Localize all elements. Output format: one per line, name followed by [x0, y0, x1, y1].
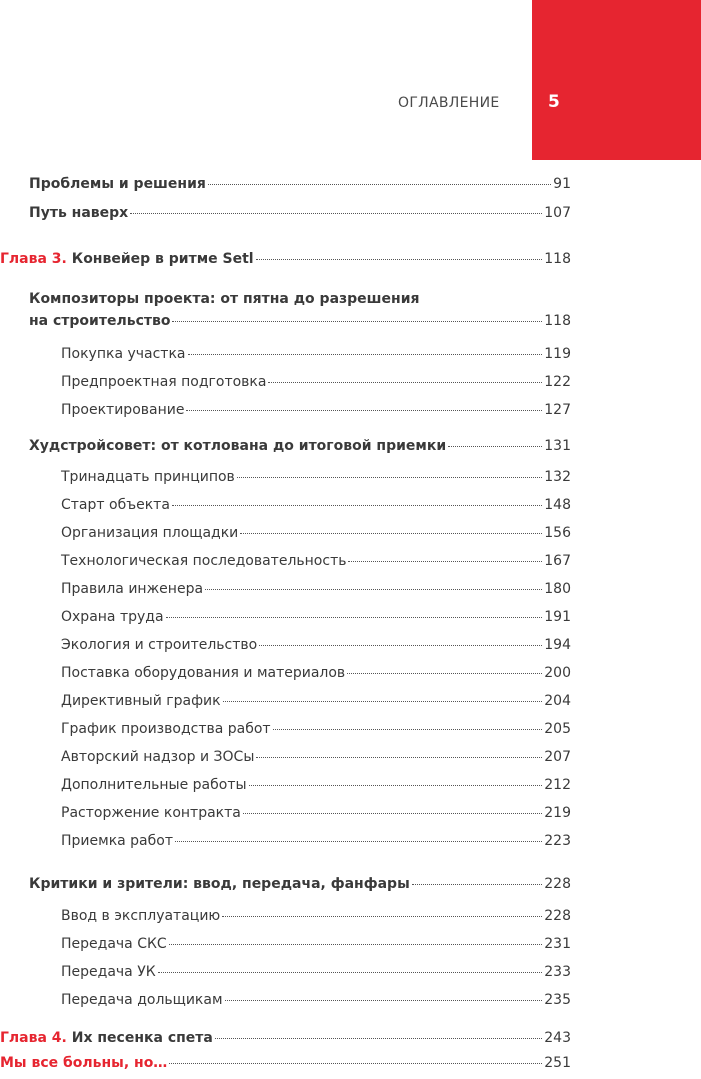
toc-entry[interactable]: Передача дольщикам 235 [61, 992, 571, 1008]
running-header: ОГЛАВЛЕНИЕ [398, 95, 500, 111]
toc-entry[interactable]: Ввод в эксплуатацию 228 [61, 908, 571, 924]
toc-entry[interactable]: Поставка оборудования и материалов 200 [61, 665, 571, 681]
toc-entry[interactable]: Проектирование 127 [61, 402, 571, 418]
toc-entry[interactable]: Предпроектная подготовка 122 [61, 374, 571, 390]
page-corner-tab [532, 0, 701, 160]
toc-entry[interactable]: Композиторы проекта: от пятна до разрешения на строительство 118 [29, 291, 571, 329]
chapter-prefix: Глава 3. [0, 251, 67, 267]
toc-entry[interactable]: График производства работ 205 [61, 721, 571, 737]
toc-entry[interactable]: Критики и зрители: ввод, передача, фанфары 228 [29, 876, 571, 892]
toc-entry[interactable]: Покупка участка 119 [61, 346, 571, 362]
toc-entry[interactable]: Проблемы и решения 91 [29, 176, 571, 192]
page-number: 5 [548, 92, 560, 112]
toc-entry[interactable]: Путь наверх 107 [29, 205, 571, 221]
toc-entry[interactable]: Передача УК 233 [61, 964, 571, 980]
toc-entry[interactable]: Передача СКС 231 [61, 936, 571, 952]
toc-entry[interactable]: Охрана труда 191 [61, 609, 571, 625]
toc-entry[interactable]: Авторский надзор и ЗОСы 207 [61, 749, 571, 765]
toc-entry[interactable]: Экология и строительство 194 [61, 637, 571, 653]
toc-entry[interactable]: Дополнительные работы 212 [61, 777, 571, 793]
toc-entry[interactable]: Худстройсовет: от котлована до итоговой приемки 131 [29, 438, 571, 454]
toc-entry-final[interactable]: Мы все больны, но… 251 [0, 1055, 571, 1071]
toc-entry[interactable]: Директивный график 204 [61, 693, 571, 709]
toc-entry[interactable]: Приемка работ 223 [61, 833, 571, 849]
toc-entry[interactable]: Тринадцать принципов 132 [61, 469, 571, 485]
toc-entry[interactable]: Технологическая последовательность 167 [61, 553, 571, 569]
toc-entry[interactable]: Правила инженера 180 [61, 581, 571, 597]
toc-chapter-3[interactable]: Глава 3. Конвейер в ритме Setl 118 [0, 251, 571, 267]
toc-entry[interactable]: Расторжение контракта 219 [61, 805, 571, 821]
toc-entry[interactable]: Старт объекта 148 [61, 497, 571, 513]
toc-entry[interactable]: Организация площадки 156 [61, 525, 571, 541]
toc-chapter-4[interactable]: Глава 4. Их песенка спета 243 [0, 1030, 571, 1046]
chapter-prefix: Глава 4. [0, 1030, 67, 1046]
